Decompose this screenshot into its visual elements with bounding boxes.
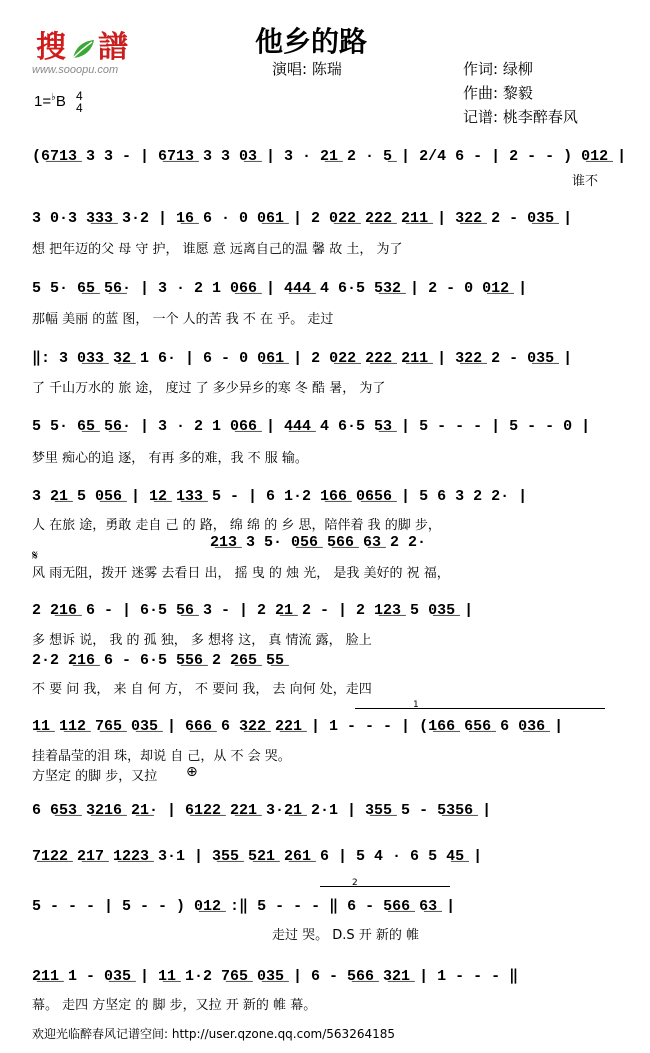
score-line-11: 5 - - - | 5 - - ) 0̲1̲2̲ :‖ 5 - - - ‖ 6 - 5̲6̲6̲ 6̲3̲ | xyxy=(32,898,456,915)
flat-symbol: ♭ xyxy=(51,91,56,103)
time-signature xyxy=(76,90,83,114)
footer-link[interactable]: 欢迎光临醉春风记谱空间: http://user.qzone.qq.com/563264185 xyxy=(32,1027,396,1041)
site-url[interactable]: www.sooopu.com xyxy=(32,64,119,76)
lyricist-credit: 作词: 绿柳 xyxy=(463,60,533,78)
score-line-10: 7̲1̲2̲2̲ 2̲1̲7̲ 1̲2̲2̲3̲ 3·1 | 3̲5̲5̲ 5̲2̲1̲ 2̲6̲1̲ 6 | 5 4 · 6 5 4̲5̲ | xyxy=(32,848,483,865)
composer-credit: 作曲: 黎毅 xyxy=(463,84,533,102)
lyric-line-5: 梦里 痴心的追 逐， 有再 多的难，我 不 服 输。 xyxy=(32,451,308,466)
score-line-6-alt: 2̲1̲3̲ 3 5· 0̲5̲6̲ 5̲6̲6̲ 6̲3̲ 2 2· xyxy=(210,534,427,551)
lyric-line-2: 想 把年迈的父 母 守 护， 谁愿 意 远离自己的温 馨 故 土， 为了 xyxy=(32,242,403,257)
transcriber-credit: 记谱: 桃李醉春风 xyxy=(463,108,578,126)
site-logo[interactable] xyxy=(36,22,130,66)
key-note: B xyxy=(55,92,66,110)
score-line-7: 2 2̲1̲6̲ 6 - | 6·5 5̲6̲ 3 - | 2 2̲1̲ 2 - | 2 1̲2̲3̲ 5 0̲3̲5̲ | xyxy=(32,602,474,619)
lyric-line-4: 了 千山万水的 旅 途， 度过 了 多少异乡的寒 冬 酷 暑， 为了 xyxy=(32,381,386,396)
time-bottom: 4 xyxy=(76,101,83,115)
score-line-12: 2̲1̲1̲ 1 - 0̲3̲5̲ | 1̲1̲ 1·2 7̲6̲5̲ 0̲3̲5̲ | 6 - 5̲6̲6̲ 3̲2̲1̲ | 1 - - - ‖ xyxy=(32,968,519,985)
score-line-6: 3 2̲1̲ 5 0̲5̲6̲ | 1̲2̲ 1̲3̲3̲ 5 - | 6 1·2 1̲6̲6̲ 0̲6̲5̲6̲ | 5 6 3 2 2· | xyxy=(32,488,528,505)
time-top: 4 xyxy=(76,89,83,103)
volta-bracket-1 xyxy=(355,708,605,709)
key-label: 1= xyxy=(34,92,52,110)
volta-bracket-2 xyxy=(320,886,450,887)
score-line-9: 6 6̲5̲3̲ 3̲2̲1̲6̲ 2̲1̲· | 6̲1̲2̲2̲ 2̲2̲1̲ 3·2̲1̲ 2·1 | 3̲5̲5̲ 5 - 5̲3̲5̲6̲ | xyxy=(32,802,492,819)
segno-sign: 𝄋 xyxy=(32,548,39,564)
score-line-7-alt: 2·2 2̲1̲6̲ 6 - 6·5 5̲5̲6̲ 2 2̲6̲5̲ 5̲5̲ xyxy=(32,652,285,669)
lyric-line-11: 走过 哭。 D.S 开 新的 帷 xyxy=(272,928,420,943)
lyric-line-8-alt: 方坚定 的脚 步，又拉 xyxy=(32,769,158,784)
logo-char-1: 搜 xyxy=(36,30,68,65)
score-line-3: 5 5· 6̲5̲ 5̲6̲· | 3 · 2 1 0̲6̲6̲ | 4̲4̲4̲ 4 6·5 5̲3̲2̲ | 2 - 0 0̲1̲2̲ | xyxy=(32,280,528,297)
lyric-line-7: 多 想诉 说， 我 的 孤 独， 多 想将 这， 真 情流 露， 脸上 xyxy=(32,633,372,648)
lyric-line-6: 人 在旅 途，勇敢 走自 己 的 路， 绵 绵 的 乡 思，陪伴着 我 的脚 步， xyxy=(32,518,441,533)
lyric-line-8: 挂着晶莹的泪 珠，却说 自 己，从 不 会 哭。 xyxy=(32,749,291,764)
lyric-line-1: 谁不 xyxy=(572,174,599,189)
singer-credit: 演唱: 陈瑞 xyxy=(272,60,342,78)
lyric-line-12: 幕。 走四 方坚定 的 脚 步，又拉 开 新的 帷 幕。 xyxy=(32,998,317,1013)
leaf-icon xyxy=(70,38,96,60)
score-line-2: 3 0·3 3̲3̲3̲ 3·2 | 1̲6̲ 6 · 0 0̲6̲1̲ | 2 0̲2̲2̲ 2̲2̲2̲ 2̲1̲1̲ | 3̲2̲2̲ 2 - 0̲3̲5̲ | xyxy=(32,210,573,227)
volta-label-1: 1 xyxy=(413,700,419,710)
coda-sign: ⊕ xyxy=(186,764,198,780)
score-line-5: 5 5· 6̲5̲ 5̲6̲· | 3 · 2 1 0̲6̲6̲ | 4̲4̲4̲ 4 6·5 5̲3̲ | 5 - - - | 5 - - 0 | xyxy=(32,418,591,435)
score-line-8: 1̲1̲ 1̲1̲2̲ 7̲6̲5̲ 0̲3̲5̲ | 6̲6̲6̲ 6 3̲2̲2̲ 2̲2̲1̲ | 1 - - - | (1̲6̲6̲ 6̲5̲6̲ 6 0̲3̲6̲ | xyxy=(32,718,564,735)
score-line-4: ‖: 3 0̲3̲3̲ 3̲2̲ 1 6· | 6 - 0 0̲6̲1̲ | 2 0̲2̲2̲ 2̲2̲2̲ 2̲1̲1̲ | 3̲2̲2̲ 2 - 0̲3̲5̲ | xyxy=(32,350,573,367)
lyric-line-3: 那幅 美丽 的蓝 图， 一个 人的苦 我 不 在 乎。 走过 xyxy=(32,312,334,327)
volta-label-2: 2 xyxy=(352,878,358,888)
logo-char-2: 譜 xyxy=(98,30,130,65)
score-line-1: (6̲7̲1̲3̲ 3 3 - | 6̲7̲1̲3̲ 3 3 0̲3̲ | 3 · 2̲1̲ 2 · 5̲ | 2/4 6 - | 2 - - ) 0̲1̲2̲ | xyxy=(32,148,627,165)
lyric-line-6-alt: 风 雨无阻，拨开 迷雾 去看日 出， 摇 曳 的 烛 光， 是我 美好的 祝 福， xyxy=(32,566,450,581)
key-signature xyxy=(34,90,83,114)
lyric-line-7-alt: 不 要 问 我， 来 自 何 方， 不 要问 我， 去 向何 处，走四 xyxy=(32,682,372,697)
song-title: 他乡的路 xyxy=(255,25,368,58)
